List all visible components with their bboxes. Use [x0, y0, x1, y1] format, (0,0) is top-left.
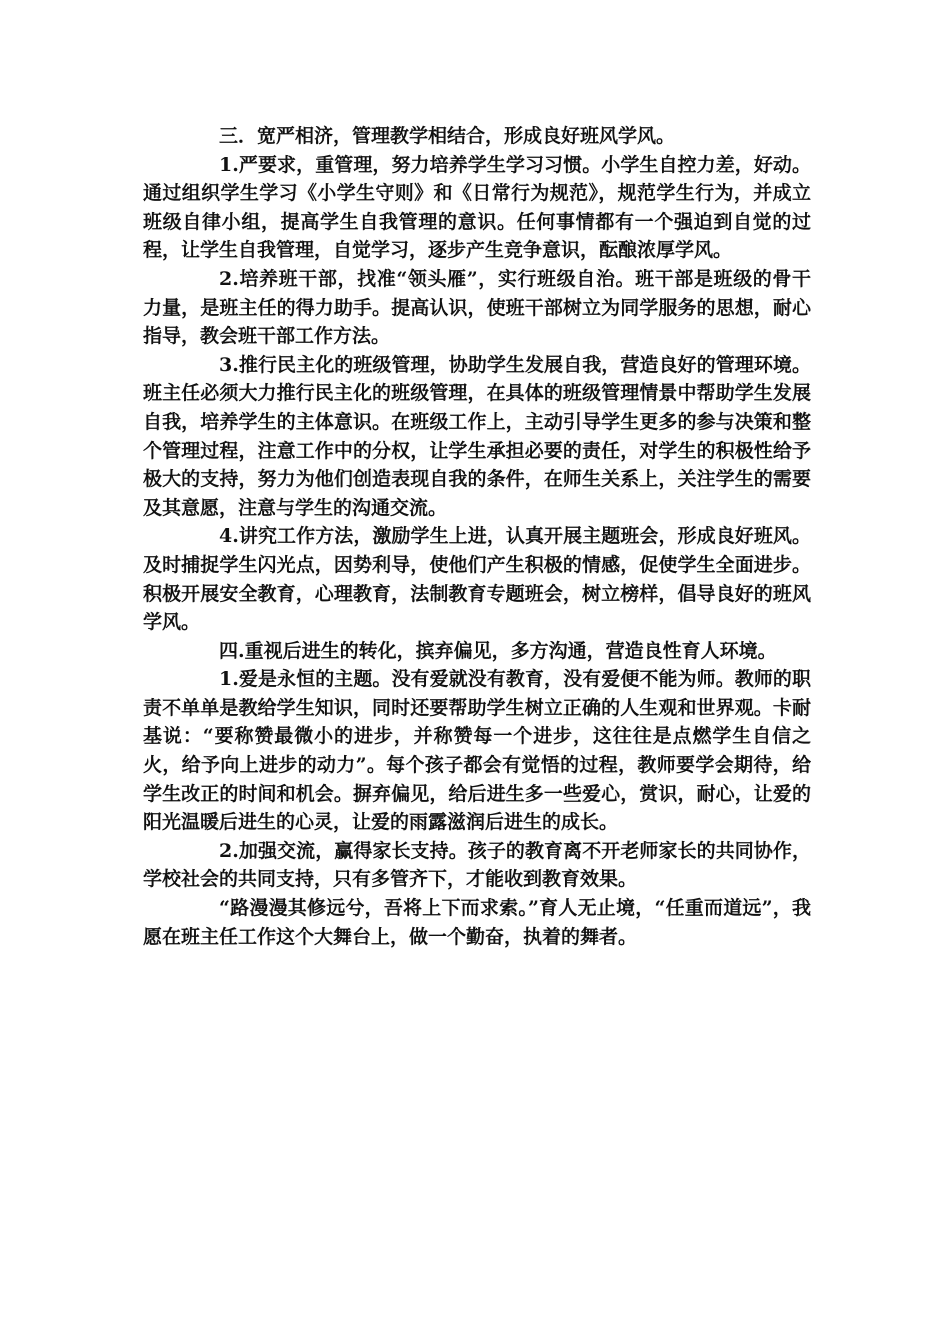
- section-3-item-2: 2.培养班干部，找准“领头雁”，实行班级自治。班干部是班级的骨干力量，是班主任的得力助手。提高认识，使班干部树立为同学服务的思想，耐心指导，教会班干部工作方法。: [143, 267, 811, 348]
- section-4-item-1: 1.爱是永恒的主题。没有爱就没有教育，没有爱便不能为师。教师的职责不单单是教给学生知识，同时还要帮助学生树立正确的人生观和世界观。卡耐基说：“要称赞最微小的进步，并称赞每一个进步，这往往是点燃学生自信之火，给予向上进步的动力”。每个孩子都会有觉悟的过程，教师要学会期待，给学生改正的时间和机会。摒弃偏见，给后进生多一些爱心，赏识，耐心，让爱的阳光温暖后进生的心灵，让爱的雨露滋润后进生的成长。: [143, 668, 811, 834]
- section-3-item-1: 1.严要求，重管理，努力培养学生学习习惯。小学生自控力差，好动。通过组织学生学习《小学生守则》和《日常行为规范》，规范学生行为，并成立班级自律小组，提高学生自我管理的意识。任何事情都有一个强迫到自觉的过程，让学生自我管理，自觉学习，逐步产生竞争意识，酝酿浓厚学风。: [143, 153, 811, 262]
- section-3-heading: 三．宽严相济，管理教学相结合，形成良好班风学风。: [219, 125, 676, 147]
- document-body: [143, 122, 811, 951]
- section-4-item-2: 2.加强交流，赢得家长支持。孩子的教育离不开老师家长的共同协作，学校社会的共同支持，只有多管齐下，才能收到教育效果。: [143, 839, 811, 891]
- section-3-item-3: 3.推行民主化的班级管理，协助学生发展自我，营造良好的管理环境。班主任必须大力推行民主化的班级管理，在具体的班级管理情景中帮助学生发展自我，培养学生的主体意识。在班级工作上，主动引导学生更多的参与决策和整个管理过程，注意工作中的分权，让学生承担必要的责任，对学生的积极性给予极大的支持，努力为他们创造表现自我的条件，在师生关系上，关注学生的需要及其意愿，注意与学生的沟通交流。: [143, 353, 811, 519]
- closing-paragraph: “路漫漫其修远兮，吾将上下而求索。”育人无止境，“任重而道远”，我愿在班主任工作这个大舞台上，做一个勤奋，执着的舞者。: [143, 897, 811, 948]
- section-3-item-4: 4.讲究工作方法，激励学生上进，认真开展主题班会，形成良好班风。及时捕捉学生闪光点，因势利导，使他们产生积极的情感，促使学生全面进步。积极开展安全教育，心理教育，法制教育专题班会，树立榜样，倡导良好的班风学风。: [143, 525, 811, 634]
- section-4-heading: 四.重视后进生的转化，摈弃偏见，多方沟通，营造良性育人环境。: [219, 639, 777, 662]
